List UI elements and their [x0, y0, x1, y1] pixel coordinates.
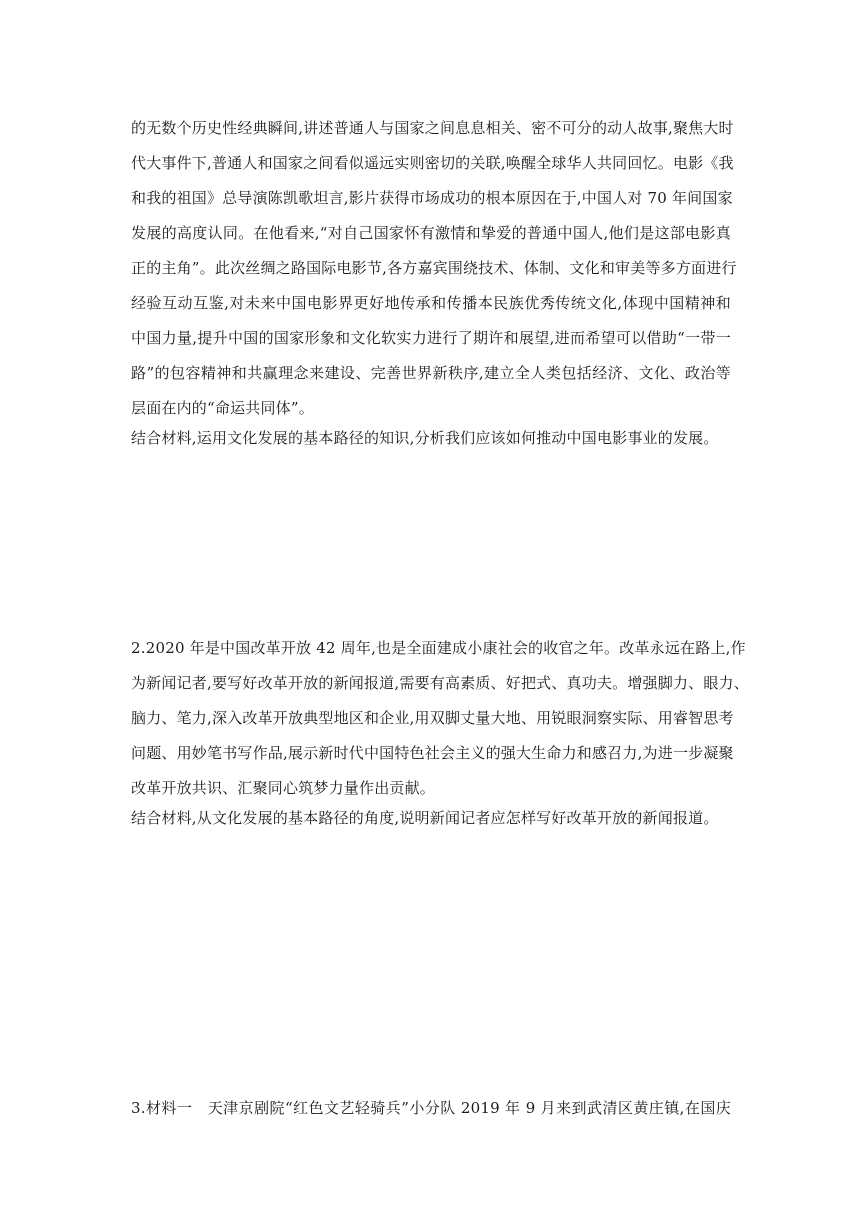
- section2-line-2: 为新闻记者,要写好改革开放的新闻报道,需要有高素质、好把式、真功夫。增强脚力、眼力、: [131, 674, 749, 692]
- section1-line-3: 和我的祖国》总导演陈凯歌坦言,影片获得市场成功的根本原因在于,中国人对 70 年间国家: [131, 189, 733, 207]
- section2-question: 结合材料,从文化发展的基本路径的角度,说明新闻记者应怎样写好改革开放的新闻报道。: [131, 809, 719, 827]
- section2-line-5: 改革开放共识、汇聚同心筑梦力量作出贡献。: [131, 779, 436, 797]
- section1-line-4: 发展的高度认同。在他看来,“对自己国家怀有激情和挚爱的普通中国人,他们是这部电影真: [131, 224, 731, 242]
- section1-line-8: 路”的包容精神和共赢理念来建设、完善世界新秩序,建立全人类包括经济、文化、政治等: [131, 364, 731, 382]
- section1-line-2: 代大事件下,普通人和国家之间看似遥远实则密切的关联,唤醒全球华人共同回忆。电影《我: [131, 154, 734, 172]
- section1-line-9: 层面在内的“命运共同体”。: [131, 399, 314, 417]
- section1-line-5: 正的主角”。此次丝绸之路国际电影节,各方嘉宾围绕技术、体制、文化和审美等多方面进行: [131, 259, 737, 277]
- section3-line-1: 3.材料一 天津京剧院“红色文艺轻骑兵”小分队 2019 年 9 月来到武清区黄庄镇,在国庆: [131, 1099, 731, 1117]
- section2-line-1: 2.2020 年是中国改革开放 42 周年,也是全面建成小康社会的收官之年。改革永远在路上,作: [131, 639, 746, 657]
- section1-line-7: 中国力量,提升中国的国家形象和文化软实力进行了期许和展望,进而希望可以借助“一带一: [131, 329, 731, 347]
- section2-line-3: 脑力、笔力,深入改革开放典型地区和企业,用双脚丈量大地、用锐眼洞察实际、用睿智思考: [131, 709, 734, 727]
- section1-question: 结合材料,运用文化发展的基本路径的知识,分析我们应该如何推动中国电影事业的发展。: [131, 429, 719, 447]
- section2-line-4: 问题、用妙笔书写作品,展示新时代中国特色社会主义的强大生命力和感召力,为进一步凝聚: [131, 744, 734, 762]
- section1-line-1: 的无数个历史性经典瞬间,讲述普通人与国家之间息息相关、密不可分的动人故事,聚焦大时: [131, 119, 734, 137]
- section1-line-6: 经验互动互鉴,对未来中国电影界更好地传承和传播本民族优秀传统文化,体现中国精神和: [131, 294, 731, 312]
